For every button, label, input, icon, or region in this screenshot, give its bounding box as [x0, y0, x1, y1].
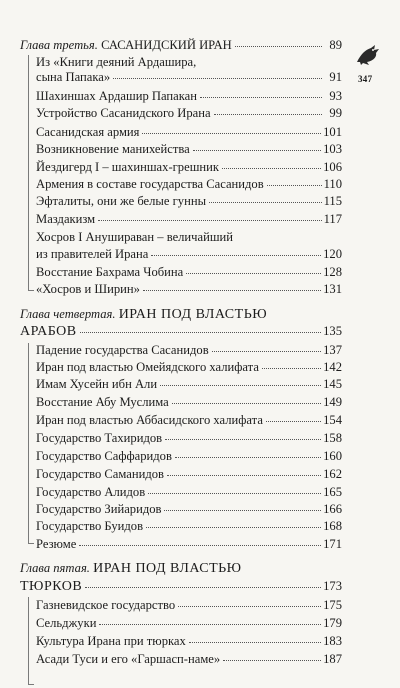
toc-entry[interactable]: [36, 124, 342, 140]
chapter-4-heading-line1[interactable]: [20, 306, 267, 323]
toc-entry-title: Йездигерд I – шахиншах-грешник: [36, 160, 219, 174]
leader-dots: [143, 290, 321, 291]
toc-entry-title: Эфталиты, они же белые гунны: [36, 194, 207, 208]
toc-entry-page: 131: [323, 282, 342, 296]
toc-entry-page: 128: [323, 265, 342, 279]
toc-entry-page: 93: [329, 89, 342, 103]
toc-entry-page: 103: [323, 142, 342, 156]
leader-dots: [267, 185, 322, 186]
toc-entry-page: 120: [323, 247, 342, 261]
chapter-3-heading[interactable]: [20, 37, 342, 53]
toc-entry-title: Государство Саманидов: [36, 467, 164, 481]
toc-entry-title: Государство Саффаридов: [36, 449, 172, 463]
leader-dots: [178, 606, 321, 607]
toc-entry-page: 168: [323, 519, 342, 533]
chapter-5-bracket: [28, 597, 34, 685]
chapter-4-heading[interactable]: [20, 323, 342, 340]
toc-entry[interactable]: [36, 264, 342, 280]
toc-entry-page: 91: [329, 70, 342, 84]
toc-entry-page: 110: [323, 177, 342, 191]
chapter-5-page: 173: [323, 579, 342, 593]
leader-dots: [148, 493, 321, 494]
toc-entry[interactable]: [36, 376, 342, 392]
toc-entry-title: Возникновение манихейства: [36, 142, 190, 156]
chapter-5-heading-line1[interactable]: [20, 560, 242, 577]
toc-entry-title: Сасанидская армия: [36, 125, 140, 139]
toc-entry[interactable]: [36, 615, 342, 631]
leader-dots: [222, 168, 321, 169]
toc-entry-title: Устройство Сасанидского Ирана: [36, 106, 211, 120]
toc-entry-line1[interactable]: Из «Книги деяний Ардашира,: [36, 55, 197, 69]
toc-entry-title: Государство Буидов: [36, 519, 144, 533]
toc-entry-page: 175: [323, 598, 342, 612]
toc-entry-title: Государство Тахиридов: [36, 431, 163, 445]
toc-entry-page: 187: [323, 652, 342, 666]
toc-entry-page: 137: [323, 343, 342, 357]
toc-entry-page: 149: [323, 395, 342, 409]
toc-entry[interactable]: [36, 88, 342, 104]
toc-entry[interactable]: [36, 159, 342, 175]
leader-dots: [165, 439, 321, 440]
chapter-3-bracket: [28, 55, 34, 291]
toc-entry-title: сына Папака»: [36, 70, 111, 84]
toc-entry-title: Армения в составе государства Сасанидов: [36, 177, 264, 191]
toc-entry-line1[interactable]: Хосров I Анушираван – величайший: [36, 230, 234, 244]
toc-entry-title: Восстание Абу Муслима: [36, 395, 169, 409]
leader-dots: [186, 273, 321, 274]
toc-entry-title: Резюме: [36, 537, 77, 551]
toc-entry[interactable]: [36, 536, 342, 552]
chapter-5-heading[interactable]: [20, 578, 342, 595]
toc-entry[interactable]: [36, 501, 342, 517]
toc-entry-title: «Хосров и Ширин»: [36, 282, 140, 296]
leader-dots: [113, 78, 322, 79]
chapter-4-title-cont: АРАБОВ: [20, 324, 77, 339]
toc-entry-page: 145: [323, 377, 342, 391]
toc-entry[interactable]: [36, 518, 342, 534]
toc-entry-page: 165: [323, 485, 342, 499]
toc-entry-title: Иран под властью Омейядского халифата: [36, 360, 259, 374]
leader-dots: [262, 368, 321, 369]
page-number: 347: [358, 74, 373, 84]
leader-dots: [99, 624, 321, 625]
leader-dots: [266, 421, 321, 422]
leader-dots: [193, 150, 321, 151]
toc-entry-page: 142: [323, 360, 342, 374]
toc-entry[interactable]: [36, 281, 342, 297]
toc-entry[interactable]: [36, 466, 342, 482]
leader-dots: [79, 545, 321, 546]
toc-entry-page: 154: [323, 413, 342, 427]
toc-entry[interactable]: [36, 246, 342, 262]
toc-entry-title: Государство Алидов: [36, 485, 146, 499]
leader-dots: [212, 351, 321, 352]
leader-dots: [151, 255, 321, 256]
toc-entry-title: из правителей Ирана: [36, 247, 149, 261]
toc-entry-page: 115: [323, 194, 342, 208]
toc-entry[interactable]: [36, 448, 342, 464]
toc-entry[interactable]: [36, 359, 342, 375]
leader-dots: [223, 660, 321, 661]
toc-entry-title: Имам Хусейн ибн Али: [36, 377, 158, 391]
leader-dots: [189, 642, 321, 643]
toc-entry-page: 117: [323, 212, 342, 226]
toc-entry-page: 106: [323, 160, 342, 174]
leader-dots: [142, 133, 321, 134]
toc-entry[interactable]: [36, 430, 342, 446]
leader-dots: [209, 202, 322, 203]
toc-entry[interactable]: [36, 141, 342, 157]
toc-entry[interactable]: [36, 211, 342, 227]
chapter-5-title: ИРАН ПОД ВЛАСТЬЮ: [93, 561, 242, 576]
leader-dots: [164, 510, 321, 511]
chapter-3-label: Глава третья.: [20, 38, 98, 52]
toc-entry-title: Культура Ирана при тюрках: [36, 634, 186, 648]
chapter-5-label: Глава пятая.: [20, 561, 90, 575]
leader-dots: [175, 457, 321, 458]
toc-entry-page: 171: [323, 537, 342, 551]
toc-entry-page: 179: [323, 616, 342, 630]
toc-entry[interactable]: [36, 193, 342, 209]
toc-entry-title: Газневидское государство: [36, 598, 176, 612]
toc-entry-title: Иран под властью Аббасидского халифата: [36, 413, 263, 427]
toc-entry-page: 183: [323, 634, 342, 648]
toc-entry-title: Падение государства Сасанидов: [36, 343, 209, 357]
toc-entry[interactable]: [36, 105, 342, 121]
toc-entry-title: Восстание Бахрама Чобина: [36, 265, 184, 279]
leader-dots: [200, 97, 322, 98]
toc-entry[interactable]: [36, 176, 342, 192]
toc-entry-title: Государство Зийаридов: [36, 502, 162, 516]
leader-dots: [98, 220, 321, 221]
toc-entry-page: 160: [323, 449, 342, 463]
chapter-4-title: ИРАН ПОД ВЛАСТЬЮ: [118, 307, 268, 322]
leader-dots: [172, 403, 321, 404]
toc-entry[interactable]: [36, 484, 342, 500]
toc-entry[interactable]: [36, 651, 342, 667]
toc-entry-page: 99: [329, 106, 342, 120]
toc-entry-page: 158: [323, 431, 342, 445]
toc-entry-title: Сельджуки: [36, 616, 97, 630]
chapter-4-page: 135: [323, 324, 342, 338]
toc-entry[interactable]: [36, 597, 342, 613]
leader-dots: [80, 332, 322, 333]
toc-entry-page: 162: [323, 467, 342, 481]
leader-dots: [214, 114, 322, 115]
toc-entry-title: Асади Туси и его «Гаршасп-наме»: [36, 652, 221, 666]
chapter-3-page: 89: [329, 38, 342, 52]
toc-entry-title: Шахиншах Ардашир Папакан: [36, 89, 198, 103]
chapter-4-label: Глава четвертая.: [20, 307, 116, 321]
leader-dots: [160, 385, 321, 386]
toc-entry[interactable]: [36, 633, 342, 649]
chapter-5-title-cont: ТЮРКОВ: [20, 579, 83, 594]
toc-entry-page: 166: [323, 502, 342, 516]
toc-entry-title: Маздакизм: [36, 212, 96, 226]
toc-entry[interactable]: [36, 342, 342, 358]
toc-entry[interactable]: [36, 394, 342, 410]
chapter-3-title: САСАНИДСКИЙ ИРАН: [101, 38, 232, 52]
leader-dots: [235, 46, 322, 47]
chapter-4-bracket: [28, 343, 34, 544]
leader-dots: [85, 587, 321, 588]
toc-entry[interactable]: [36, 412, 342, 428]
leader-dots: [167, 475, 321, 476]
leader-dots: [146, 527, 321, 528]
toc-entry[interactable]: [36, 69, 342, 85]
toc-entry-page: 101: [323, 125, 342, 139]
